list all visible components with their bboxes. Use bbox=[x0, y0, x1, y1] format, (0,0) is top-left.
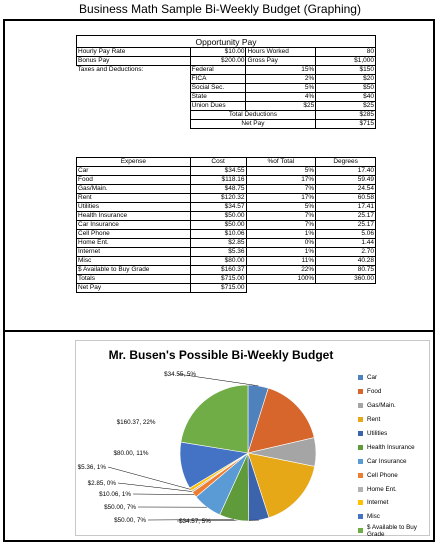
expense-name: Misc bbox=[77, 257, 191, 266]
data-label: $80.00, 11% bbox=[113, 450, 149, 457]
data-label: $10.06, 1% bbox=[99, 491, 131, 498]
expense-degrees: 25.17 bbox=[316, 221, 376, 230]
bonus-pay-value: $200.00 bbox=[190, 57, 246, 66]
expense-cost: $50.00 bbox=[190, 212, 246, 221]
legend-item bbox=[358, 385, 429, 399]
legend-item bbox=[358, 482, 429, 496]
taxes-label: Taxes and Deductions: bbox=[77, 66, 144, 74]
expense-row bbox=[77, 257, 376, 266]
pay-table bbox=[76, 35, 376, 129]
expense-row bbox=[77, 194, 376, 203]
gross-pay-value: $1,000 bbox=[316, 57, 376, 66]
expense-degrees bbox=[316, 284, 376, 293]
expense-percent: 17% bbox=[246, 194, 316, 203]
deduction-name: FICA bbox=[190, 75, 246, 84]
hours-worked-label: Hours Worked bbox=[246, 48, 316, 57]
deduction-amount: $20 bbox=[316, 75, 376, 84]
leader-line bbox=[148, 520, 234, 521]
total-deductions-value: $285 bbox=[316, 111, 376, 120]
data-label: $34.55, 5% bbox=[164, 371, 196, 378]
expense-percent: 1% bbox=[246, 248, 316, 257]
expense-row bbox=[77, 239, 376, 248]
expense-degrees: 24.54 bbox=[316, 185, 376, 194]
legend-swatch bbox=[358, 473, 363, 478]
hourly-rate-value: $10.00 bbox=[190, 48, 246, 57]
expense-header: Expense bbox=[77, 158, 191, 167]
expense-degrees: 25.17 bbox=[316, 212, 376, 221]
expense-cost: $715.00 bbox=[190, 275, 246, 284]
pay-table-title: Opportunity Pay bbox=[77, 36, 376, 48]
expense-degrees: 2.70 bbox=[316, 248, 376, 257]
expense-percent bbox=[246, 284, 316, 293]
expense-cost: $2.85 bbox=[190, 239, 246, 248]
expense-name: Totals bbox=[77, 275, 191, 284]
legend-swatch bbox=[358, 459, 363, 464]
pie-slice bbox=[181, 385, 248, 453]
deduction-name: Federal bbox=[190, 66, 246, 75]
expense-cost: $50.00 bbox=[190, 221, 246, 230]
expense-row bbox=[77, 221, 376, 230]
legend-item bbox=[358, 454, 429, 468]
leader-line bbox=[108, 467, 191, 489]
expense-degrees: 17.41 bbox=[316, 203, 376, 212]
data-label: $2.85, 0% bbox=[87, 480, 116, 487]
legend-label: Health Insurance bbox=[367, 443, 415, 451]
expense-percent: 5% bbox=[246, 203, 316, 212]
legend-item bbox=[358, 413, 429, 427]
expense-percent: 22% bbox=[246, 266, 316, 275]
legend-item bbox=[358, 427, 429, 441]
legend-swatch bbox=[358, 528, 363, 533]
legend-item bbox=[358, 468, 429, 482]
legend-item bbox=[358, 496, 429, 510]
legend-item bbox=[358, 524, 429, 538]
expense-degrees: 80.75 bbox=[316, 266, 376, 275]
legend-swatch bbox=[358, 500, 363, 505]
legend-label: $ Available to Buy Grade bbox=[367, 523, 417, 538]
expense-percent: 11% bbox=[246, 257, 316, 266]
expense-table bbox=[76, 157, 376, 293]
net-pay-label: Net Pay bbox=[190, 120, 316, 129]
expense-percent: 7% bbox=[246, 185, 316, 194]
deduction-rate: 2% bbox=[246, 75, 316, 84]
legend-label: Car Insurance bbox=[367, 457, 407, 465]
legend-label: Gas/Main. bbox=[367, 402, 396, 410]
expense-percent: 1% bbox=[246, 230, 316, 239]
expense-cost: $160.37 bbox=[190, 266, 246, 275]
deduction-name: Union Dues bbox=[190, 102, 246, 111]
expense-row bbox=[77, 185, 376, 194]
hours-worked-value: 80 bbox=[316, 48, 376, 57]
deduction-rate: $25 bbox=[246, 102, 316, 111]
expense-degrees: 60.58 bbox=[316, 194, 376, 203]
legend-label: Rent bbox=[367, 416, 381, 424]
expense-cost: $5.36 bbox=[190, 248, 246, 257]
expense-percent: 7% bbox=[246, 221, 316, 230]
deduction-amount: $50 bbox=[316, 84, 376, 93]
deduction-name: State bbox=[190, 93, 246, 102]
expense-degrees: 1.44 bbox=[316, 239, 376, 248]
expense-name: Health Insurance bbox=[77, 212, 191, 221]
data-label: $160.37, 22% bbox=[116, 419, 156, 426]
deduction-amount: $40 bbox=[316, 93, 376, 102]
gross-pay-label: Gross Pay bbox=[246, 57, 316, 66]
expense-degrees: 17.40 bbox=[316, 167, 376, 176]
legend-label: Cell Phone bbox=[367, 471, 398, 479]
bonus-pay-label: Bonus Pay bbox=[77, 57, 191, 66]
legend-swatch bbox=[358, 487, 363, 492]
budget-pie-chart bbox=[75, 340, 430, 536]
expense-cost: $48.75 bbox=[190, 185, 246, 194]
expense-name: $ Available to Buy Grade bbox=[77, 266, 191, 275]
legend-label: Utilities bbox=[367, 430, 388, 437]
deduction-name: Social Sec. bbox=[190, 84, 246, 93]
page-title: Business Math Sample Bi-Weekly Budget (Graphing) bbox=[79, 2, 361, 16]
expense-row bbox=[77, 167, 376, 176]
deduction-rate: 15% bbox=[246, 66, 316, 75]
expense-degrees: 59.49 bbox=[316, 176, 376, 185]
data-label: $50.00, 7% bbox=[114, 517, 146, 524]
legend-item bbox=[358, 440, 429, 454]
expense-name: Home Ent. bbox=[77, 239, 191, 248]
legend-label: Food bbox=[367, 388, 382, 396]
expense-cost: $80.00 bbox=[190, 257, 246, 266]
expense-name: Net Pay bbox=[77, 284, 191, 293]
deduction-rate: 4% bbox=[246, 93, 316, 102]
expense-cost: $715.00 bbox=[190, 284, 246, 293]
legend-item bbox=[358, 371, 429, 385]
legend-item bbox=[358, 510, 429, 524]
expense-cost: $10.06 bbox=[190, 230, 246, 239]
expense-row bbox=[77, 230, 376, 239]
expense-name: Rent bbox=[77, 194, 191, 203]
expense-name: Car bbox=[77, 167, 191, 176]
expense-name: Food bbox=[77, 176, 191, 185]
net-pay-value: $715 bbox=[316, 120, 376, 129]
data-label: $34.57, 5% bbox=[179, 518, 211, 525]
legend-swatch bbox=[358, 514, 363, 519]
cost-header: Cost bbox=[190, 158, 246, 167]
expense-percent: 100% bbox=[246, 275, 316, 284]
expense-degrees: 40.28 bbox=[316, 257, 376, 266]
section-divider bbox=[3, 330, 435, 332]
expense-cost: $118.16 bbox=[190, 176, 246, 185]
total-deductions-label: Total Deductions bbox=[190, 111, 316, 120]
expense-degrees: 360.00 bbox=[316, 275, 376, 284]
expense-name: Gas/Main. bbox=[77, 185, 191, 194]
expense-name: Internet bbox=[77, 248, 191, 257]
legend-label: Car bbox=[367, 374, 378, 382]
expense-name: Utilities bbox=[77, 203, 191, 212]
data-label: $5.36, 1% bbox=[77, 464, 106, 471]
deduction-amount: $25 bbox=[316, 102, 376, 111]
legend-label: Misc bbox=[367, 513, 380, 521]
expense-percent: 7% bbox=[246, 212, 316, 221]
deduction-rate: 5% bbox=[246, 84, 316, 93]
expense-row bbox=[77, 212, 376, 221]
pie-plot bbox=[76, 341, 358, 537]
expense-name: Car Insurance bbox=[77, 221, 191, 230]
expense-row bbox=[77, 248, 376, 257]
expense-row bbox=[77, 203, 376, 212]
expense-row bbox=[77, 266, 376, 275]
deduction-amount: $150 bbox=[316, 66, 376, 75]
legend-swatch bbox=[358, 445, 363, 450]
chart-title: Mr. Busen's Possible Bi-Weekly Budget bbox=[108, 348, 334, 362]
legend-swatch bbox=[358, 375, 363, 380]
expense-cost: $34.55 bbox=[190, 167, 246, 176]
legend-swatch bbox=[358, 417, 363, 422]
expense-name: Cell Phone bbox=[77, 230, 191, 239]
expense-cost: $120.32 bbox=[190, 194, 246, 203]
degrees-header: Degrees bbox=[316, 158, 376, 167]
expense-cost: $34.57 bbox=[190, 203, 246, 212]
expense-row bbox=[77, 284, 376, 293]
hourly-rate-label: Hourly Pay Rate bbox=[77, 48, 191, 57]
expense-percent: 0% bbox=[246, 239, 316, 248]
expense-percent: 17% bbox=[246, 176, 316, 185]
legend-label: Internet bbox=[367, 499, 389, 507]
legend-swatch bbox=[358, 403, 363, 408]
legend-item bbox=[358, 399, 429, 413]
legend-label: Home Ent. bbox=[367, 485, 397, 493]
leader-line bbox=[133, 494, 194, 495]
percent-header: %of Total bbox=[246, 158, 316, 167]
expense-row bbox=[77, 176, 376, 185]
data-label: $50.00, 7% bbox=[104, 504, 136, 511]
expense-row bbox=[77, 275, 376, 284]
expense-percent: 5% bbox=[246, 167, 316, 176]
legend-swatch bbox=[358, 389, 363, 394]
chart-legend bbox=[358, 371, 429, 538]
expense-degrees: 5.06 bbox=[316, 230, 376, 239]
legend-swatch bbox=[358, 431, 363, 436]
